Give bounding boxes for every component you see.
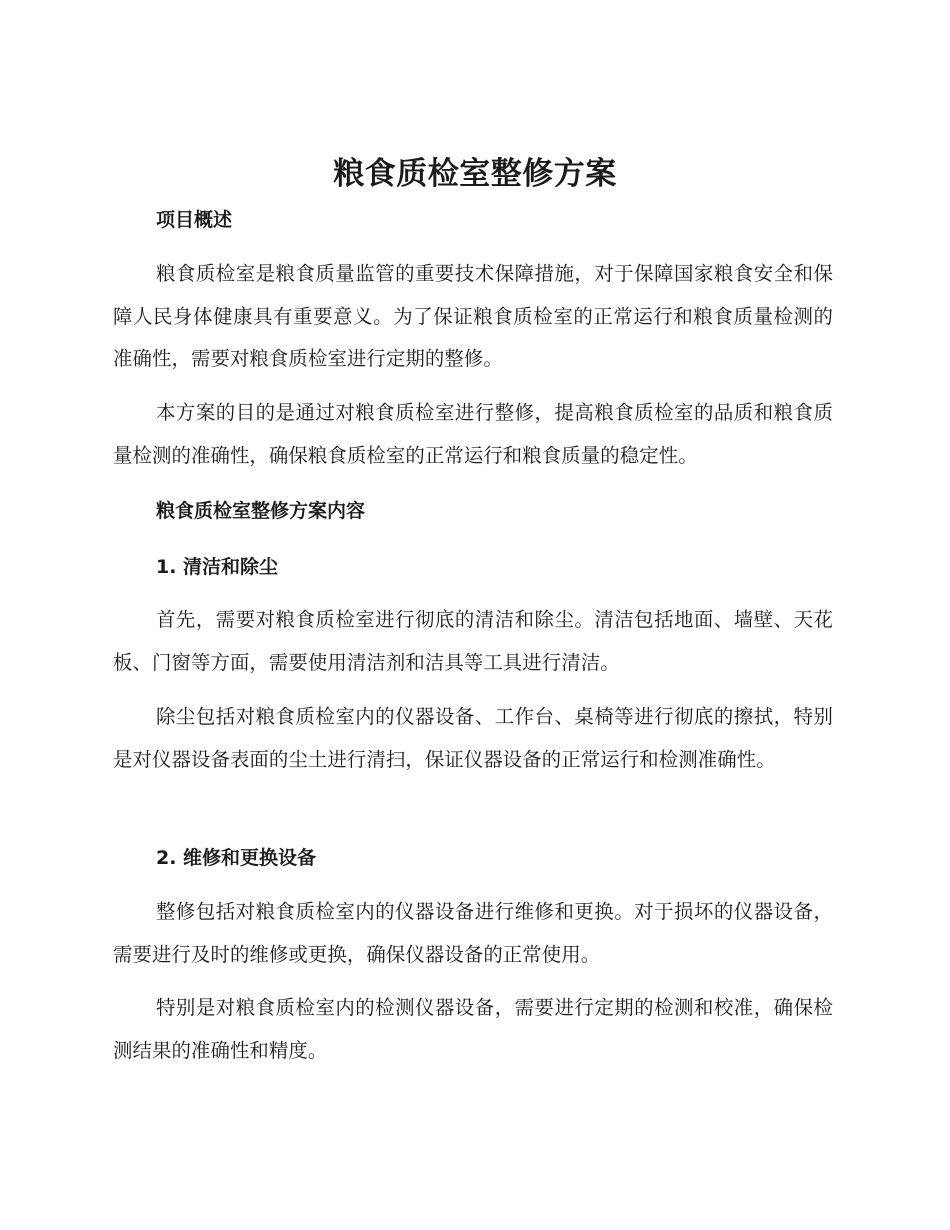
section-heading-overview: 项目概述 — [156, 209, 233, 231]
section-heading-cleaning: 1. 清洁和除尘 — [156, 556, 279, 578]
document-title: 粮食质检室整修方案 — [333, 156, 617, 192]
section-heading-repair: 2. 维修和更换设备 — [156, 847, 317, 869]
paragraph-overview-1: 粮食质检室是粮食质量监管的重要技术保障措施，对于保障国家粮食安全和保障人民身体健康具有重要意义。为了保证粮食质检室的正常运行和粮食质量检测的准确性，需要对粮食质检室进行定期的整修。 — [113, 262, 833, 370]
paragraph-cleaning-1: 首先，需要对粮食质检室进行彻底的清洁和除尘。清洁包括地面、墙壁、天花板、门窗等方面，需要使用清洁剂和洁具等工具进行清洁。 — [113, 608, 833, 674]
paragraph-repair-2: 特别是对粮食质检室内的检测仪器设备，需要进行定期的检测和校准，确保检测结果的准确性和精度。 — [113, 996, 833, 1062]
paragraph-overview-2: 本方案的目的是通过对粮食质检室进行整修，提高粮食质检室的品质和粮食质量检测的准确性，确保粮食质检室的正常运行和粮食质量的稳定性。 — [113, 401, 833, 467]
section-heading-content: 粮食质检室整修方案内容 — [156, 500, 366, 522]
paragraph-cleaning-2: 除尘包括对粮食质检室内的仪器设备、工作台、桌椅等进行彻底的擦拭，特别是对仪器设备表面的尘土进行清扫，保证仪器设备的正常运行和检测准确性。 — [113, 705, 833, 771]
paragraph-repair-1: 整修包括对粮食质检室内的仪器设备进行维修和更换。对于损坏的仪器设备，需要进行及时的维修或更换，确保仪器设备的正常使用。 — [113, 900, 833, 966]
